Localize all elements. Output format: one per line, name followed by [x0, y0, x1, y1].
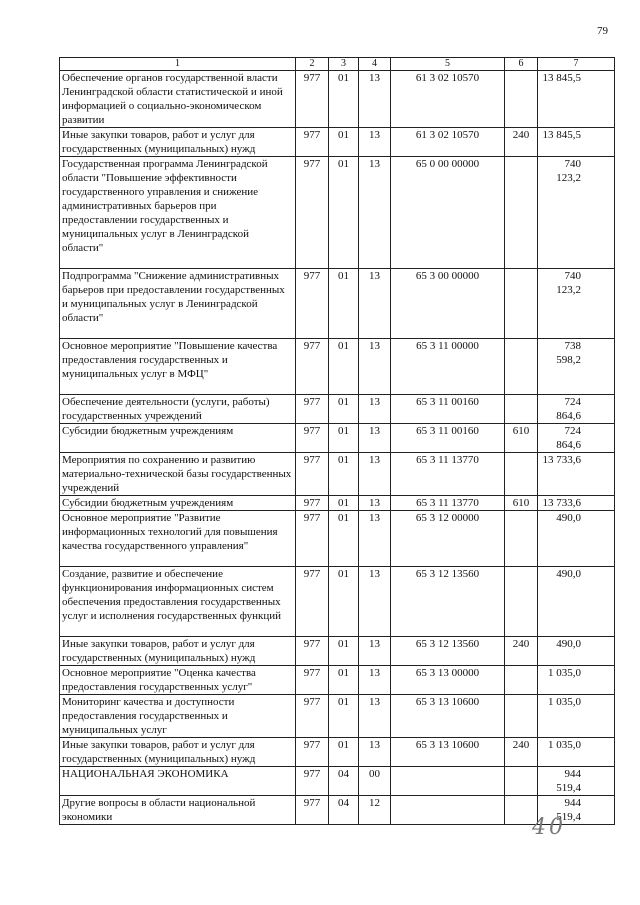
- cell-csr: 65 3 11 00000: [391, 339, 505, 395]
- table-row: [60, 424, 615, 453]
- cell-pr: 13: [359, 666, 391, 695]
- table-row: [60, 567, 615, 637]
- cell-rz: 01: [329, 453, 359, 496]
- cell-rz: 01: [329, 269, 359, 339]
- cell-pr: 13: [359, 339, 391, 395]
- table-row: [60, 496, 615, 511]
- cell-vr: 610: [505, 496, 538, 511]
- table-row: [60, 511, 615, 567]
- cell-pr: 13: [359, 269, 391, 339]
- cell-amount: 740 123,2: [538, 269, 615, 339]
- cell-grbs: 977: [296, 128, 329, 157]
- cell-rz: 01: [329, 71, 359, 128]
- cell-rz: 01: [329, 738, 359, 767]
- cell-grbs: 977: [296, 339, 329, 395]
- cell-amount: 738 598,2: [538, 339, 615, 395]
- cell-pr: 13: [359, 567, 391, 637]
- cell-name: Основное мероприятие "Оценка качества предоставления государственных услуг": [60, 666, 296, 695]
- column-header: 2: [296, 58, 329, 71]
- cell-amount: 13 845,5: [538, 71, 615, 128]
- cell-csr: 65 3 12 13560: [391, 637, 505, 666]
- cell-name: Обеспечение деятельности (услуги, работы) государственных учреждений: [60, 395, 296, 424]
- cell-rz: 01: [329, 157, 359, 269]
- cell-pr: 13: [359, 157, 391, 269]
- table-row: [60, 738, 615, 767]
- budget-table: [59, 57, 615, 825]
- cell-vr: 240: [505, 128, 538, 157]
- cell-csr: 65 3 12 00000: [391, 511, 505, 567]
- cell-rz: 01: [329, 339, 359, 395]
- cell-pr: 13: [359, 511, 391, 567]
- cell-grbs: 977: [296, 637, 329, 666]
- column-header: 5: [391, 58, 505, 71]
- cell-amount: 740 123,2: [538, 157, 615, 269]
- cell-rz: 01: [329, 128, 359, 157]
- cell-pr: 13: [359, 453, 391, 496]
- cell-csr: 65 3 11 00160: [391, 424, 505, 453]
- cell-amount: 944 519,4: [538, 796, 615, 825]
- cell-name: Мероприятия по сохранению и развитию материально-технической базы государственных учреждений: [60, 453, 296, 496]
- cell-grbs: 977: [296, 511, 329, 567]
- table-row: [60, 767, 615, 796]
- cell-grbs: 977: [296, 453, 329, 496]
- cell-name: НАЦИОНАЛЬНАЯ ЭКОНОМИКА: [60, 767, 296, 796]
- table-row: [60, 71, 615, 128]
- cell-csr: [391, 767, 505, 796]
- cell-pr: 13: [359, 128, 391, 157]
- header-row: [60, 58, 615, 71]
- cell-vr: [505, 511, 538, 567]
- cell-rz: 01: [329, 511, 359, 567]
- cell-name: Иные закупки товаров, работ и услуг для государственных (муниципальных) нужд: [60, 128, 296, 157]
- cell-amount: 490,0: [538, 637, 615, 666]
- cell-grbs: 977: [296, 424, 329, 453]
- cell-grbs: 977: [296, 395, 329, 424]
- cell-pr: 13: [359, 71, 391, 128]
- cell-csr: 65 3 00 00000: [391, 269, 505, 339]
- cell-amount: 13 733,6: [538, 453, 615, 496]
- cell-csr: 65 3 13 00000: [391, 666, 505, 695]
- column-header: 6: [505, 58, 538, 71]
- cell-name: Обеспечение органов государственной власти Ленинградской области статистической и иной информацией о социально-экономическом развитии: [60, 71, 296, 128]
- table-row: [60, 637, 615, 666]
- cell-rz: 01: [329, 395, 359, 424]
- cell-pr: 13: [359, 738, 391, 767]
- page-number: 79: [597, 25, 608, 37]
- cell-grbs: 977: [296, 269, 329, 339]
- table-body: [60, 71, 615, 825]
- cell-pr: 00: [359, 767, 391, 796]
- cell-amount: 490,0: [538, 567, 615, 637]
- cell-pr: 13: [359, 695, 391, 738]
- cell-rz: 01: [329, 637, 359, 666]
- cell-name: Государственная программа Ленинградской области "Повышение эффективности государственного управления и снижение административных барьеров при предоставлении государственных и муниципальных услуг в Ленинградской области": [60, 157, 296, 269]
- cell-rz: 01: [329, 666, 359, 695]
- cell-rz: 01: [329, 424, 359, 453]
- cell-vr: [505, 269, 538, 339]
- cell-name: Иные закупки товаров, работ и услуг для государственных (муниципальных) нужд: [60, 738, 296, 767]
- cell-csr: 65 3 13 10600: [391, 738, 505, 767]
- cell-vr: [505, 453, 538, 496]
- cell-pr: 13: [359, 637, 391, 666]
- table-row: [60, 269, 615, 339]
- column-header: 3: [329, 58, 359, 71]
- cell-rz: 04: [329, 767, 359, 796]
- cell-vr: [505, 395, 538, 424]
- cell-amount: 944 519,4: [538, 767, 615, 796]
- cell-rz: 01: [329, 567, 359, 637]
- cell-pr: 13: [359, 395, 391, 424]
- cell-amount: 1 035,0: [538, 695, 615, 738]
- cell-vr: [505, 567, 538, 637]
- cell-vr: [505, 695, 538, 738]
- cell-csr: 61 3 02 10570: [391, 128, 505, 157]
- cell-amount: 1 035,0: [538, 738, 615, 767]
- cell-rz: 01: [329, 695, 359, 738]
- cell-amount: 13 845,5: [538, 128, 615, 157]
- cell-grbs: 977: [296, 738, 329, 767]
- cell-csr: 65 3 11 00160: [391, 395, 505, 424]
- cell-grbs: 977: [296, 567, 329, 637]
- cell-grbs: 977: [296, 496, 329, 511]
- cell-rz: 04: [329, 796, 359, 825]
- cell-csr: [391, 796, 505, 825]
- cell-vr: [505, 71, 538, 128]
- cell-grbs: 977: [296, 157, 329, 269]
- cell-csr: 65 3 11 13770: [391, 453, 505, 496]
- cell-vr: [505, 339, 538, 395]
- cell-csr: 65 0 00 00000: [391, 157, 505, 269]
- cell-amount: 13 733,6: [538, 496, 615, 511]
- cell-name: Мониторинг качества и доступности предоставления государственных и муниципальных услуг: [60, 695, 296, 738]
- cell-amount: 1 035,0: [538, 666, 615, 695]
- cell-csr: 65 3 12 13560: [391, 567, 505, 637]
- cell-pr: 13: [359, 496, 391, 511]
- cell-vr: 610: [505, 424, 538, 453]
- cell-name: Создание, развитие и обеспечение функционирования информационных систем обеспечения предоставления государственных услуг и исполнения государственных функций: [60, 567, 296, 637]
- cell-grbs: 977: [296, 796, 329, 825]
- cell-grbs: 977: [296, 695, 329, 738]
- cell-vr: [505, 666, 538, 695]
- cell-grbs: 977: [296, 666, 329, 695]
- cell-rz: 01: [329, 496, 359, 511]
- cell-grbs: 977: [296, 767, 329, 796]
- cell-name: Основное мероприятие "Повышение качества предоставления государственных и муниципальных услуг в МФЦ": [60, 339, 296, 395]
- cell-csr: 65 3 11 13770: [391, 496, 505, 511]
- column-header: 1: [60, 58, 296, 71]
- handwritten-page-mark: 40: [532, 815, 566, 840]
- cell-grbs: 977: [296, 71, 329, 128]
- cell-amount: 724 864,6: [538, 395, 615, 424]
- table-row: [60, 453, 615, 496]
- cell-name: Субсидии бюджетным учреждениям: [60, 496, 296, 511]
- cell-name: Иные закупки товаров, работ и услуг для государственных (муниципальных) нужд: [60, 637, 296, 666]
- column-header: 7: [538, 58, 615, 71]
- table-row: [60, 695, 615, 738]
- cell-vr: [505, 157, 538, 269]
- cell-amount: 724 864,6: [538, 424, 615, 453]
- cell-pr: 13: [359, 424, 391, 453]
- cell-vr: 240: [505, 637, 538, 666]
- cell-name: Подпрограмма "Снижение административных барьеров при предоставлении государственных и муниципальных услуг в Ленинградской области": [60, 269, 296, 339]
- cell-name: Основное мероприятие "Развитие информационных технологий для повышения качества государственного управления": [60, 511, 296, 567]
- column-header: 4: [359, 58, 391, 71]
- cell-csr: 65 3 13 10600: [391, 695, 505, 738]
- cell-name: Другие вопросы в области национальной экономики: [60, 796, 296, 825]
- table-row: [60, 157, 615, 269]
- cell-name: Субсидии бюджетным учреждениям: [60, 424, 296, 453]
- table-row: [60, 339, 615, 395]
- table-row: [60, 395, 615, 424]
- cell-vr: 240: [505, 738, 538, 767]
- cell-pr: 12: [359, 796, 391, 825]
- table-row: [60, 666, 615, 695]
- cell-vr: [505, 767, 538, 796]
- cell-csr: 61 3 02 10570: [391, 71, 505, 128]
- table-row: [60, 128, 615, 157]
- cell-amount: 490,0: [538, 511, 615, 567]
